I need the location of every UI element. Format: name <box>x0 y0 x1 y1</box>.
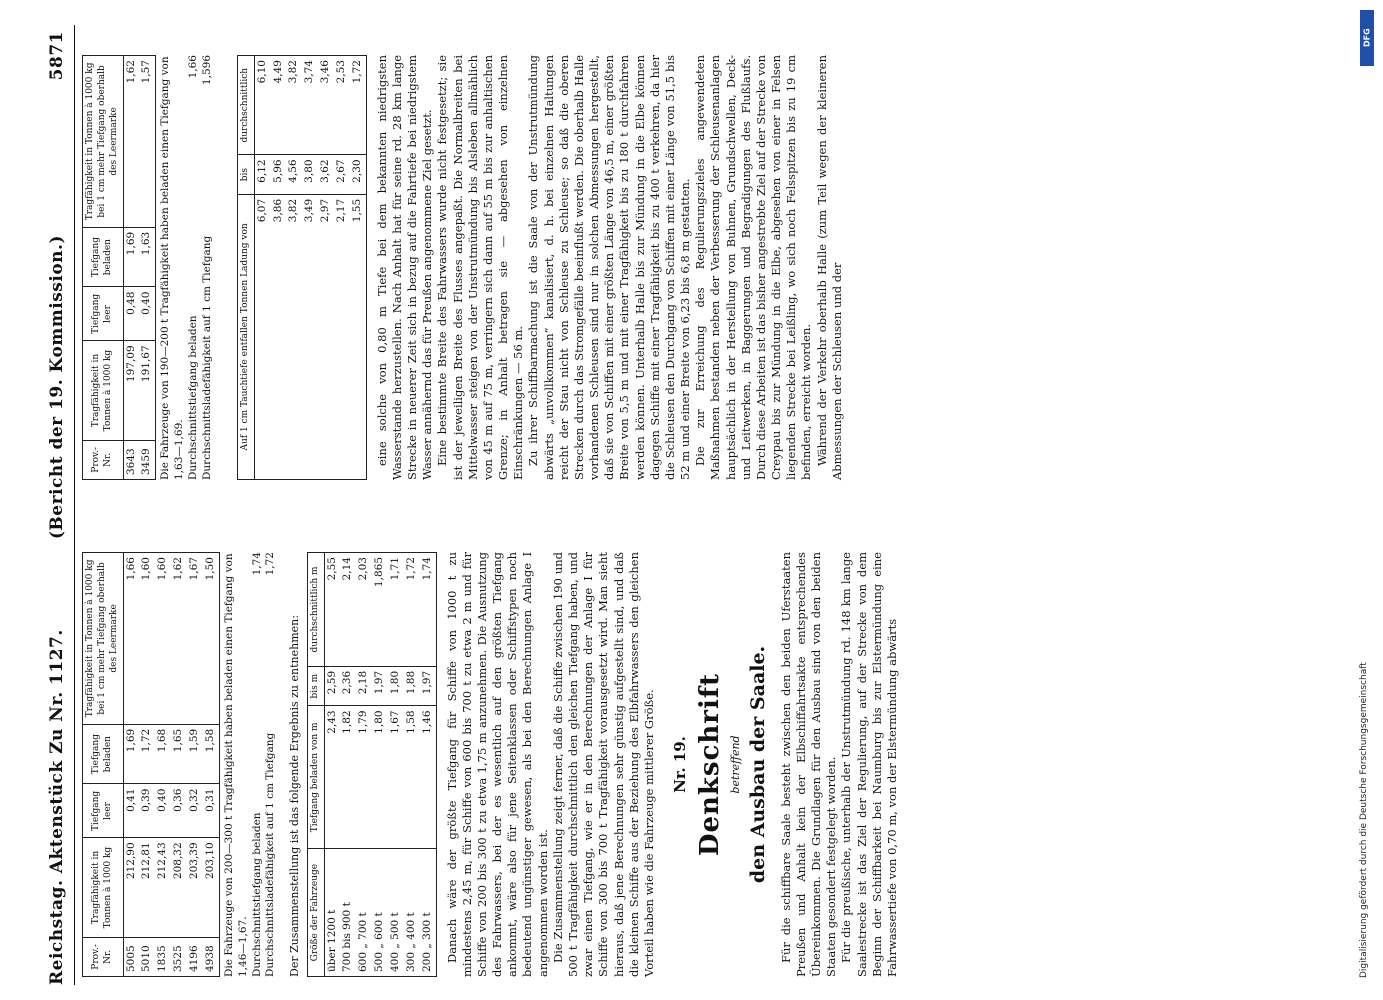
table-cell: 1,67 <box>187 553 203 725</box>
table-cell: 1,50 <box>203 553 219 725</box>
table-cell: 6,07 <box>254 194 270 479</box>
table-cell: 212,90 <box>123 838 139 937</box>
table-cell: 1,72 <box>404 553 420 667</box>
table-row <box>123 56 139 480</box>
digitization-credit <box>1359 8 1377 998</box>
table-cell: 1,97 <box>372 666 388 706</box>
table-cell: 2,03 <box>356 553 372 667</box>
table-cell: 3,74 <box>302 56 318 155</box>
col-header: bis <box>237 155 254 194</box>
summary-table-draught <box>307 552 437 977</box>
table1-notes <box>223 552 278 977</box>
note-label: Durchschnittsladefähigkeit auf 1 cm Tiefgang <box>200 235 213 480</box>
table-row <box>123 553 139 977</box>
col-header: bis m <box>307 666 324 706</box>
table-cell: 4,56 <box>286 155 302 194</box>
table-body <box>254 56 366 480</box>
column-left <box>82 552 900 977</box>
table-row <box>318 56 334 480</box>
table-cell: 203,39 <box>187 838 203 937</box>
table-cell: 5005 <box>123 937 139 976</box>
table-cell: 1,80 <box>388 666 404 706</box>
table-cell: 212,43 <box>155 838 171 937</box>
col-header: Prov.-Nr. <box>83 937 124 976</box>
table-row <box>356 553 372 977</box>
column-right <box>82 55 845 480</box>
table-cell: 1,58 <box>404 706 420 849</box>
table-cell: 1835 <box>155 937 171 976</box>
note-value: 1,72 <box>264 552 277 576</box>
table-cell: 1,68 <box>155 724 171 784</box>
table2-notes <box>159 55 214 480</box>
table-row <box>187 553 203 977</box>
table-cell: 1,57 <box>139 56 155 228</box>
table-row <box>271 56 287 480</box>
note-value: 1,74 <box>250 552 263 576</box>
table-cell: 2,30 <box>350 155 366 194</box>
table-cell: 197,09 <box>123 341 139 440</box>
table-row <box>324 553 340 977</box>
table-cell: 0,48 <box>123 287 139 341</box>
table-row <box>286 56 302 480</box>
table-cell: 0,36 <box>171 784 187 838</box>
table-cell: 1,67 <box>388 706 404 849</box>
table-cell: 1,62 <box>171 553 187 725</box>
table-row <box>155 553 171 977</box>
table-cell: 4938 <box>203 937 219 976</box>
table-cell: 6,10 <box>254 56 270 155</box>
table-cell: 4,49 <box>271 56 287 155</box>
table-cell: 212,81 <box>139 838 155 937</box>
col-header: Prov.-Nr. <box>83 440 124 479</box>
table-cell: 0,41 <box>123 784 139 838</box>
paragraph: Für die schiffbare Saale besteht zwischen den beiden Uferstaaten Preußen und Anhalt kein der Elbschiffahrtsakte entsprechendes Übereinkommen. Die Grundlagen für den Ausbau sind von den beiden Staaten gesondert festgelegt worden. <box>778 552 839 977</box>
table-cell: über 1200 t <box>324 849 340 977</box>
col-header: Größe der Fahrzeuge <box>307 849 324 977</box>
table-cell: 1,80 <box>372 706 388 849</box>
table-cell: 2,59 <box>324 666 340 706</box>
table-cell: 200 „ 300 t <box>420 849 436 977</box>
note-label: Durchschnittsladefähigkeit auf 1 cm Tiefgang <box>264 732 277 977</box>
table-cell: 1,865 <box>372 553 388 667</box>
table-cell: 1,55 <box>350 194 366 479</box>
table-row <box>340 553 356 977</box>
table-cell: 1,72 <box>350 56 366 155</box>
paragraph: Die zur Erreichung des Regulierungszieles angewendeten Maßnahmen bestanden neben der Verbesserung der Schleusenanlagen hauptsächlich in der Herstellung von Buhnen, Grundschwellen, Deck- und Leitwerken, in Baggerungen und Begradigungen des Flußlaufs. Durch diese Arbeiten ist das bisher angestrebte Ziel auf der Strecke von Creypau bis zur Mündung in die Elbe, abgesehen von einer in Felsen liegenden Strecke bei Leißling, wo sich noch Felsspitzen bis zu 19 cm befinden, erreicht worden. <box>693 55 814 480</box>
header-left: Reichstag. Aktenstück Zu Nr. 1127. <box>47 629 67 985</box>
table-cell: 3525 <box>171 937 187 976</box>
table-row <box>139 553 155 977</box>
note-label: Durchschnittstiefgang beladen <box>250 812 263 977</box>
table-cell: 3,82 <box>286 194 302 479</box>
body-text-b <box>375 55 845 480</box>
table-cell: 1,46 <box>420 706 436 849</box>
table-row <box>203 553 219 977</box>
table-cell: 1,88 <box>404 666 420 706</box>
paragraph: Während der Verkehr oberhalb Halle (zum Teil wegen der kleineren Abmessungen der Schleusen und der <box>814 55 844 480</box>
page-header <box>46 25 74 985</box>
table-cell: 3,62 <box>318 155 334 194</box>
table-cell: 4196 <box>187 937 203 976</box>
vessel-table-2 <box>82 55 156 480</box>
table-row <box>302 56 318 480</box>
table-cell: 1,69 <box>123 227 139 287</box>
table-body <box>123 56 156 480</box>
col-header: durchschnittlich <box>237 56 254 155</box>
table-cell: 1,79 <box>356 706 372 849</box>
table-row <box>350 56 366 480</box>
header-right: (Bericht der 19. Kommission.) <box>47 235 67 540</box>
summary-intro: Der Zusammenstellung ist das folgende Ergebnis zu entnehmen: <box>288 615 302 977</box>
table-cell: 3,82 <box>286 56 302 155</box>
col-header: Tragfähigkeit in Tonnen à 1000 kg <box>83 838 124 937</box>
table-cell: 2,18 <box>356 666 372 706</box>
table-cell: 3459 <box>139 440 155 479</box>
table-cell: 5,96 <box>271 155 287 194</box>
body-text-a <box>445 552 657 977</box>
paragraph: Eine bestimmte Breite des Fahrwassers wurde nicht festgesetzt; sie ist der jeweiligen Breite des Flusses angepaßt. Die Normalbreiten bei Mittelwasser steigen von der Unstrutmündung bis Alsleben allmählich von 45 m auf 75 m, verringern sich dann auf 55 m bis zur anhaltischen Grenze; in Anhalt betragen sie — abgesehen von einzelnen Einschränkungen — 56 m. <box>435 55 526 480</box>
table-body <box>324 553 436 977</box>
table-cell: 2,14 <box>340 553 356 667</box>
table-row <box>372 553 388 977</box>
table-row <box>420 553 436 977</box>
table-row <box>171 553 187 977</box>
table-cell: 191,67 <box>139 341 155 440</box>
credit-text: Digitalisierung gefördert durch die Deutsche Forschungsgemeinschaft <box>1359 662 1369 978</box>
note-value: 1,66 <box>187 55 200 79</box>
dfg-logo: DFG <box>1360 10 1374 66</box>
table-cell: 2,53 <box>334 56 350 155</box>
table-cell: 400 „ 500 t <box>388 849 404 977</box>
section-title: Denkschrift <box>694 672 725 857</box>
table-cell: 500 „ 600 t <box>372 849 388 977</box>
table-cell: 1,60 <box>155 553 171 725</box>
note-value: 1,596 <box>200 55 213 86</box>
note-text: Die Fahrzeuge von 190—200 t Tragfähigkeit haben beladen einen Tiefgang von 1,63—1,69. <box>159 56 186 480</box>
paragraph: Zu ihrer Schiffbarmachung ist die Saale von der Unstrutmündung abwärts „unvollkommen“ kanalisiert, d. h. bei einzelnen Haltungen reicht der Stau nicht von Schleuse zu Schleuse; so daß die oberen Strecken durch das Stromgefälle beeinflußt werden. Die oberhalb Halle vorhandenen Schleusen sind nur in solchen Abmessungen hergestellt, daß sie von Schiffen mit einer größten Länge von 46,5 m, einer größten Breite von 5,5 m und mit einer Tragfähigkeit bis zu 180 t durchfahren werden können. Unterhalb Halle bis zur Mündung in die Elbe können dagegen Schiffe mit einer Tragfähigkeit bis zu 400 t verkehren, da hier die Schleusen den Durchgang von Schiffen mit einer Länge von 51,5 bis 52 m und einer Breite von 6,23 bis 6,8 m gestatten. <box>526 55 693 480</box>
page-number: 5871 <box>47 31 67 81</box>
section-subtitle: betreffend <box>729 735 743 794</box>
table-cell: 300 „ 400 t <box>404 849 420 977</box>
table-cell: 1,71 <box>388 553 404 667</box>
table-cell: 0,40 <box>155 784 171 838</box>
summary-table-load <box>237 55 367 480</box>
table-cell: 3,86 <box>271 194 287 479</box>
table-cell: 1,82 <box>340 706 356 849</box>
note-text: Die Fahrzeuge von 200—300 t Tragfähigkeit haben beladen einen Tiefgang von 1,46—1,67. <box>222 553 249 977</box>
table-cell: 203,10 <box>203 838 219 937</box>
table-cell: 1,60 <box>139 553 155 725</box>
table-cell: 3643 <box>123 440 139 479</box>
table-cell: 1,59 <box>187 724 203 784</box>
table-cell: 1,65 <box>171 724 187 784</box>
table-cell: 208,32 <box>171 838 187 937</box>
table-cell: 1,72 <box>139 724 155 784</box>
col-header: Tiefgang leer <box>83 784 124 838</box>
table-row <box>139 56 155 480</box>
col-header: Tiefgang beladen von m <box>307 706 324 849</box>
table-cell: 1,69 <box>123 724 139 784</box>
col-header: durchschnittlich m <box>307 553 324 667</box>
table-cell: 6,12 <box>254 155 270 194</box>
table-row <box>254 56 270 480</box>
col-header: Tragfähigkeit in Tonnen à 1000 kg bei 1 cm mehr Tiefgang oberhalb des Leermarke <box>83 553 124 725</box>
table-cell: 3,49 <box>302 194 318 479</box>
table-cell: 1,58 <box>203 724 219 784</box>
col-header: Tragfähigkeit in Tonnen à 1000 kg <box>83 341 124 440</box>
table-row <box>388 553 404 977</box>
table-body <box>123 553 219 977</box>
body-text-a2 <box>779 552 900 977</box>
table-cell: 1,63 <box>139 227 155 287</box>
section-number: Nr. 19. <box>671 736 690 793</box>
table-cell: 1,62 <box>123 56 139 228</box>
table-cell: 2,67 <box>334 155 350 194</box>
table-cell: 2,36 <box>340 666 356 706</box>
col-header: Tiefgang beladen <box>83 724 124 784</box>
paragraph: eine solche von 0,80 m Tiefe bei dem bekannten niedrigsten Wasserstande herzustellen. Nach Anhalt hat für seine rd. 28 km lange Strecke in neuerer Zeit sich in bezug auf die Fahrtiefe bei niedrigstem Wasser annähernd das für Preußen angenommene Ziel gesetzt. <box>374 55 435 480</box>
table-cell: 3,80 <box>302 155 318 194</box>
note-label: Durchschnittstiefgang beladen <box>187 315 200 480</box>
table-cell: 1,66 <box>123 553 139 725</box>
table-cell: 2,55 <box>324 553 340 667</box>
table-row <box>334 56 350 480</box>
table-cell: 1,74 <box>420 553 436 667</box>
col-header: Tragfähigkeit in Tonnen à 1000 kg bei 1 cm mehr Tiefgang oberhalb des Leermarke <box>83 56 124 228</box>
table-cell: 700 bis 900 t <box>340 849 356 977</box>
table-cell: 5010 <box>139 937 155 976</box>
table-cell: 2,43 <box>324 706 340 849</box>
paragraph: Für die preußische, unterhalb der Unstrutmündung rd. 148 km lange Saalestrecke ist das Ziel der Regulierung, auf der Strecke von dem Beginn der Schiffbarkeit bei Naumburg bis zur Elstermündung eine Fahrwassertiefe von 0,70 m, von der Elstermündung abwärts <box>839 552 899 977</box>
document-page <box>42 25 1372 985</box>
table-cell: 0,39 <box>139 784 155 838</box>
table-cell: 0,32 <box>187 784 203 838</box>
paragraph: Danach wäre der größte Tiefgang für Schiffe von 1000 t zu mindestens 2,45 m, für Schiffe von 600 bis 700 t zu etwa 2 m und für Schiffe von 200 bis 300 t zu etwa 1,75 m anzunehmen. Die Ausnutzung des Fahrwassers, bei der es wesentlich auf den größten Tiefgang ankommt, wäre also für jene Seitenklassen oder Schiffstypen noch bedeutend ungünstiger gewesen, als bei den Berechnungen Anlage I angenommen worden ist. <box>444 552 550 977</box>
table-cell: 0,31 <box>203 784 219 838</box>
col-header: Tiefgang leer <box>83 287 124 341</box>
table-cell: 600 „ 700 t <box>356 849 372 977</box>
table-cell: 0,40 <box>139 287 155 341</box>
header-rule <box>74 25 75 985</box>
vessel-table-1 <box>82 552 220 977</box>
col-header: Tiefgang beladen <box>83 227 124 287</box>
col-header: Auf 1 cm Tauchtiefe entfallen Tonnen Ladung von <box>237 194 254 479</box>
paragraph: Die Zusammenstellung zeigt ferner, daß die Schiffe zwischen 190 und 500 t Tragfähigkeit durchschnittlich den gleichen Tiefgang haben, und zwar einen Tiefgang, wie er in den Berechnungen der Anlage I für Schiffe von 300 bis 700 t Tragfähigkeit vorausgesetzt wird. Man sieht hieraus, daß jene Berechnungen sehr günstig aufgestellt sind, und daß die kleinen Schiffe aus der Beziehung des Elbfahrwassers den gleichen Vorteil haben wie die Fahrzeuge mittlerer Größe. <box>550 552 656 977</box>
section-heading <box>671 552 771 977</box>
table-cell: 2,97 <box>318 194 334 479</box>
table-cell: 3,46 <box>318 56 334 155</box>
table-cell: 2,17 <box>334 194 350 479</box>
section-title-2: den Ausbau der Saale. <box>746 645 769 884</box>
table-cell: 1,97 <box>420 666 436 706</box>
table-row <box>404 553 420 977</box>
